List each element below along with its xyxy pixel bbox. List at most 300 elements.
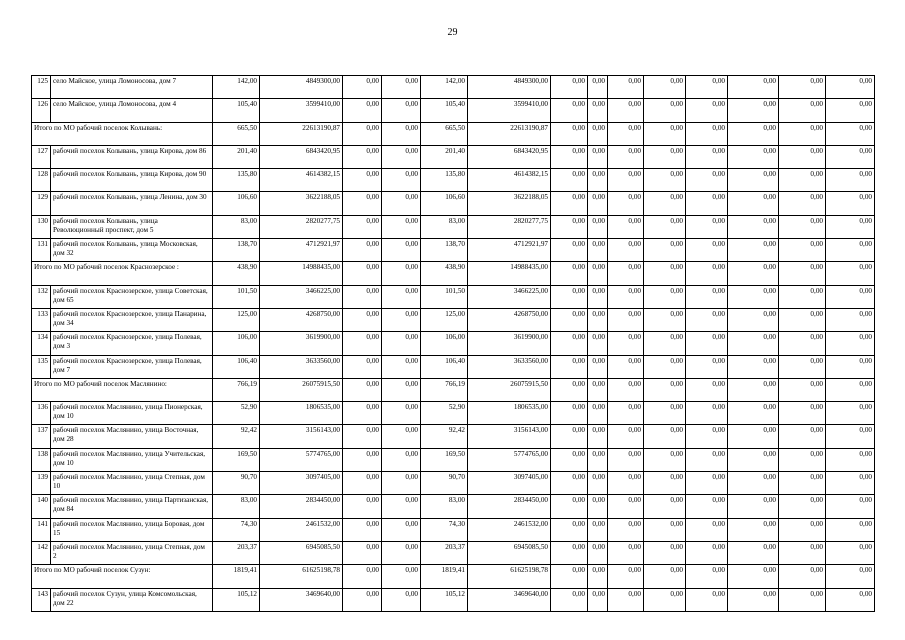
row-number: 126: [32, 99, 51, 122]
row-number: 137: [32, 425, 51, 448]
address-cell: рабочий поселок Сузун, улица Комсомольская, дом 22: [51, 588, 213, 611]
value-cell: 0,00: [644, 472, 686, 495]
value-cell: 0,00: [343, 332, 382, 355]
value-cell: 0,00: [343, 518, 382, 541]
value-cell: 0,00: [686, 169, 728, 192]
row-number: 127: [32, 145, 51, 168]
total-label: Итого по МО рабочий поселок Колывань:: [32, 122, 213, 145]
address-cell: рабочий поселок Краснозерское, улица Панарина, дом 34: [51, 308, 213, 331]
value-cell: 0,00: [588, 99, 608, 122]
value-cell: 0,00: [728, 215, 779, 238]
value-cell: 142,00: [213, 76, 260, 99]
value-cell: 0,00: [551, 262, 588, 285]
value-cell: 105,12: [213, 588, 260, 611]
value-cell: 3156143,00: [468, 425, 551, 448]
value-cell: 0,00: [551, 99, 588, 122]
value-cell: 0,00: [608, 588, 644, 611]
value-cell: 3619900,00: [468, 332, 551, 355]
value-cell: 4268750,00: [260, 308, 343, 331]
value-cell: 0,00: [382, 122, 421, 145]
value-cell: 0,00: [826, 262, 875, 285]
value-cell: 0,00: [343, 541, 382, 564]
value-cell: 101,50: [421, 285, 468, 308]
value-cell: 0,00: [644, 518, 686, 541]
value-cell: 61625198,78: [260, 565, 343, 588]
value-cell: 0,00: [779, 378, 826, 401]
value-cell: 0,00: [728, 378, 779, 401]
value-cell: 0,00: [608, 145, 644, 168]
value-cell: 0,00: [343, 215, 382, 238]
row-number: 135: [32, 355, 51, 378]
value-cell: 0,00: [728, 518, 779, 541]
value-cell: 1806535,00: [468, 402, 551, 425]
value-cell: 0,00: [826, 495, 875, 518]
value-cell: 3469640,00: [260, 588, 343, 611]
value-cell: 0,00: [728, 588, 779, 611]
value-cell: 0,00: [588, 239, 608, 262]
value-cell: 0,00: [382, 285, 421, 308]
value-cell: 0,00: [644, 402, 686, 425]
table-row: [32, 192, 875, 215]
value-cell: 2820277,75: [260, 215, 343, 238]
value-cell: 106,60: [421, 192, 468, 215]
address-cell: рабочий поселок Колывань, улица Кирова, дом 90: [51, 169, 213, 192]
value-cell: 0,00: [608, 565, 644, 588]
value-cell: 0,00: [551, 425, 588, 448]
value-cell: 0,00: [686, 285, 728, 308]
value-cell: 0,00: [686, 76, 728, 99]
value-cell: 101,50: [213, 285, 260, 308]
value-cell: 4849300,00: [468, 76, 551, 99]
value-cell: 74,30: [213, 518, 260, 541]
value-cell: 0,00: [343, 495, 382, 518]
value-cell: 0,00: [382, 402, 421, 425]
address-cell: рабочий поселок Маслянино, улица Пионерская, дом 10: [51, 402, 213, 425]
value-cell: 26075915,50: [260, 378, 343, 401]
value-cell: 0,00: [728, 122, 779, 145]
value-cell: 0,00: [551, 215, 588, 238]
value-cell: 106,40: [213, 355, 260, 378]
value-cell: 83,00: [421, 215, 468, 238]
value-cell: 105,40: [421, 99, 468, 122]
value-cell: 106,60: [213, 192, 260, 215]
value-cell: 0,00: [551, 378, 588, 401]
row-number: 138: [32, 448, 51, 471]
value-cell: 201,40: [421, 145, 468, 168]
value-cell: 0,00: [644, 239, 686, 262]
table-row: [32, 355, 875, 378]
value-cell: 52,90: [213, 402, 260, 425]
value-cell: 6945085,50: [468, 541, 551, 564]
value-cell: 0,00: [608, 541, 644, 564]
value-cell: 0,00: [728, 495, 779, 518]
value-cell: 0,00: [826, 378, 875, 401]
value-cell: 0,00: [608, 518, 644, 541]
value-cell: 0,00: [826, 448, 875, 471]
value-cell: 0,00: [588, 169, 608, 192]
value-cell: 138,70: [421, 239, 468, 262]
value-cell: 0,00: [551, 308, 588, 331]
value-cell: 0,00: [644, 588, 686, 611]
table-row: [32, 518, 875, 541]
value-cell: 0,00: [779, 145, 826, 168]
value-cell: 0,00: [779, 588, 826, 611]
value-cell: 0,00: [608, 308, 644, 331]
value-cell: 0,00: [608, 262, 644, 285]
value-cell: 0,00: [644, 99, 686, 122]
value-cell: 0,00: [826, 192, 875, 215]
value-cell: 0,00: [608, 355, 644, 378]
value-cell: 3469640,00: [468, 588, 551, 611]
table-total-row: [32, 262, 875, 285]
value-cell: 14988435,00: [468, 262, 551, 285]
value-cell: 0,00: [551, 285, 588, 308]
value-cell: 0,00: [551, 472, 588, 495]
value-cell: 106,40: [421, 355, 468, 378]
value-cell: 0,00: [551, 239, 588, 262]
value-cell: 0,00: [343, 308, 382, 331]
value-cell: 0,00: [588, 192, 608, 215]
value-cell: 0,00: [382, 239, 421, 262]
value-cell: 0,00: [608, 99, 644, 122]
address-cell: рабочий поселок Краснозерское, улица Полевая, дом 3: [51, 332, 213, 355]
value-cell: 0,00: [588, 215, 608, 238]
value-cell: 0,00: [343, 145, 382, 168]
value-cell: 22613190,87: [260, 122, 343, 145]
value-cell: 0,00: [343, 239, 382, 262]
value-cell: 0,00: [382, 472, 421, 495]
table-row: [32, 448, 875, 471]
address-cell: село Майское, улица Ломоносова, дом 4: [51, 99, 213, 122]
row-number: 129: [32, 192, 51, 215]
value-cell: 0,00: [826, 122, 875, 145]
address-cell: село Майское, улица Ломоносова, дом 7: [51, 76, 213, 99]
value-cell: 0,00: [644, 215, 686, 238]
value-cell: 0,00: [728, 262, 779, 285]
value-cell: 0,00: [779, 169, 826, 192]
value-cell: 0,00: [686, 448, 728, 471]
value-cell: 0,00: [608, 402, 644, 425]
value-cell: 0,00: [644, 448, 686, 471]
value-cell: 2834450,00: [260, 495, 343, 518]
value-cell: 52,90: [421, 402, 468, 425]
table-row: [32, 472, 875, 495]
table-row: [32, 332, 875, 355]
value-cell: 0,00: [779, 472, 826, 495]
value-cell: 0,00: [826, 145, 875, 168]
row-number: 128: [32, 169, 51, 192]
value-cell: 0,00: [588, 355, 608, 378]
table-row: [32, 169, 875, 192]
value-cell: 0,00: [779, 308, 826, 331]
value-cell: 0,00: [382, 99, 421, 122]
value-cell: 0,00: [644, 355, 686, 378]
value-cell: 0,00: [588, 472, 608, 495]
table-total-row: [32, 378, 875, 401]
value-cell: 0,00: [551, 145, 588, 168]
value-cell: 0,00: [779, 495, 826, 518]
value-cell: 0,00: [728, 239, 779, 262]
value-cell: 0,00: [826, 169, 875, 192]
row-number: 139: [32, 472, 51, 495]
value-cell: 0,00: [588, 76, 608, 99]
table-row: [32, 541, 875, 564]
value-cell: 0,00: [608, 215, 644, 238]
value-cell: 0,00: [382, 425, 421, 448]
value-cell: 0,00: [644, 425, 686, 448]
value-cell: 0,00: [608, 285, 644, 308]
value-cell: 105,12: [421, 588, 468, 611]
value-cell: 0,00: [826, 588, 875, 611]
address-cell: рабочий поселок Колывань, улица Московская, дом 32: [51, 239, 213, 262]
value-cell: 0,00: [644, 378, 686, 401]
value-cell: 6843420,95: [468, 145, 551, 168]
value-cell: 0,00: [343, 448, 382, 471]
value-cell: 0,00: [343, 285, 382, 308]
value-cell: 203,37: [421, 541, 468, 564]
table-row: [32, 425, 875, 448]
value-cell: 0,00: [779, 402, 826, 425]
value-cell: 0,00: [826, 76, 875, 99]
value-cell: 2461532,00: [468, 518, 551, 541]
value-cell: 0,00: [826, 402, 875, 425]
value-cell: 0,00: [728, 145, 779, 168]
value-cell: 92,42: [213, 425, 260, 448]
value-cell: 0,00: [343, 425, 382, 448]
value-cell: 0,00: [608, 122, 644, 145]
value-cell: 135,80: [421, 169, 468, 192]
table-total-row: [32, 122, 875, 145]
value-cell: 0,00: [382, 565, 421, 588]
value-cell: 0,00: [686, 588, 728, 611]
value-cell: 0,00: [779, 239, 826, 262]
value-cell: 0,00: [551, 518, 588, 541]
value-cell: 138,70: [213, 239, 260, 262]
value-cell: 0,00: [826, 355, 875, 378]
value-cell: 0,00: [343, 192, 382, 215]
value-cell: 0,00: [779, 565, 826, 588]
value-cell: 0,00: [343, 402, 382, 425]
value-cell: 3466225,00: [260, 285, 343, 308]
value-cell: 0,00: [728, 332, 779, 355]
value-cell: 0,00: [382, 448, 421, 471]
value-cell: 5774765,00: [468, 448, 551, 471]
table-row: [32, 76, 875, 99]
value-cell: 0,00: [644, 495, 686, 518]
value-cell: 0,00: [608, 332, 644, 355]
value-cell: 0,00: [826, 285, 875, 308]
value-cell: 0,00: [551, 495, 588, 518]
value-cell: 0,00: [686, 215, 728, 238]
row-number: 125: [32, 76, 51, 99]
value-cell: 0,00: [382, 518, 421, 541]
value-cell: 0,00: [779, 332, 826, 355]
value-cell: 3633560,00: [260, 355, 343, 378]
value-cell: 83,00: [213, 215, 260, 238]
value-cell: 0,00: [588, 565, 608, 588]
value-cell: 0,00: [686, 308, 728, 331]
value-cell: 438,90: [213, 262, 260, 285]
value-cell: 0,00: [686, 518, 728, 541]
value-cell: 0,00: [728, 541, 779, 564]
value-cell: 0,00: [728, 402, 779, 425]
value-cell: 0,00: [686, 262, 728, 285]
data-table: [31, 75, 875, 612]
value-cell: 0,00: [686, 472, 728, 495]
value-cell: 0,00: [826, 239, 875, 262]
value-cell: 0,00: [826, 308, 875, 331]
value-cell: 0,00: [686, 378, 728, 401]
value-cell: 0,00: [608, 472, 644, 495]
value-cell: 0,00: [551, 541, 588, 564]
value-cell: 0,00: [686, 495, 728, 518]
value-cell: 203,37: [213, 541, 260, 564]
value-cell: 0,00: [551, 588, 588, 611]
value-cell: 0,00: [343, 378, 382, 401]
value-cell: 0,00: [644, 308, 686, 331]
row-number: 141: [32, 518, 51, 541]
value-cell: 6945085,50: [260, 541, 343, 564]
value-cell: 0,00: [728, 448, 779, 471]
value-cell: 0,00: [728, 99, 779, 122]
table-row: [32, 308, 875, 331]
table-row: [32, 402, 875, 425]
value-cell: 6843420,95: [260, 145, 343, 168]
value-cell: 0,00: [588, 402, 608, 425]
value-cell: 0,00: [588, 122, 608, 145]
value-cell: 0,00: [382, 76, 421, 99]
row-number: 136: [32, 402, 51, 425]
value-cell: 0,00: [588, 308, 608, 331]
value-cell: 14988435,00: [260, 262, 343, 285]
address-cell: рабочий поселок Колывань, улица Революционный проспект, дом 5: [51, 215, 213, 238]
value-cell: 665,50: [213, 122, 260, 145]
value-cell: 0,00: [644, 145, 686, 168]
page-number: 29: [447, 27, 458, 38]
value-cell: 0,00: [382, 308, 421, 331]
value-cell: 0,00: [343, 76, 382, 99]
value-cell: 61625198,78: [468, 565, 551, 588]
value-cell: 3466225,00: [468, 285, 551, 308]
value-cell: 0,00: [779, 215, 826, 238]
value-cell: 0,00: [644, 332, 686, 355]
value-cell: 0,00: [608, 192, 644, 215]
value-cell: 0,00: [588, 588, 608, 611]
value-cell: 0,00: [686, 122, 728, 145]
row-number: 133: [32, 308, 51, 331]
value-cell: 0,00: [826, 472, 875, 495]
value-cell: 83,00: [213, 495, 260, 518]
value-cell: 0,00: [382, 169, 421, 192]
value-cell: 0,00: [382, 215, 421, 238]
value-cell: 0,00: [551, 355, 588, 378]
value-cell: 0,00: [779, 122, 826, 145]
value-cell: 0,00: [686, 402, 728, 425]
value-cell: 3097405,00: [468, 472, 551, 495]
value-cell: 0,00: [826, 99, 875, 122]
value-cell: 1819,41: [213, 565, 260, 588]
value-cell: 0,00: [644, 285, 686, 308]
value-cell: 0,00: [343, 588, 382, 611]
value-cell: 4614382,15: [260, 169, 343, 192]
value-cell: 3156143,00: [260, 425, 343, 448]
address-cell: рабочий поселок Краснозерское, улица Советская, дом 65: [51, 285, 213, 308]
value-cell: 0,00: [728, 169, 779, 192]
table-body: [32, 76, 875, 612]
value-cell: 0,00: [779, 448, 826, 471]
value-cell: 0,00: [728, 472, 779, 495]
value-cell: 0,00: [382, 332, 421, 355]
value-cell: 0,00: [382, 495, 421, 518]
value-cell: 0,00: [608, 378, 644, 401]
value-cell: 0,00: [826, 215, 875, 238]
value-cell: 0,00: [343, 262, 382, 285]
value-cell: 4614382,15: [468, 169, 551, 192]
value-cell: 0,00: [779, 76, 826, 99]
value-cell: 0,00: [551, 122, 588, 145]
value-cell: 3599410,00: [260, 99, 343, 122]
value-cell: 0,00: [779, 425, 826, 448]
value-cell: 0,00: [588, 378, 608, 401]
value-cell: 0,00: [728, 192, 779, 215]
value-cell: 0,00: [686, 565, 728, 588]
table-row: [32, 495, 875, 518]
value-cell: 0,00: [608, 495, 644, 518]
value-cell: 0,00: [551, 76, 588, 99]
value-cell: 0,00: [382, 262, 421, 285]
value-cell: 1806535,00: [260, 402, 343, 425]
value-cell: 5774765,00: [260, 448, 343, 471]
value-cell: 90,70: [213, 472, 260, 495]
row-number: 142: [32, 541, 51, 564]
value-cell: 0,00: [551, 332, 588, 355]
value-cell: 0,00: [382, 588, 421, 611]
table-total-row: [32, 565, 875, 588]
address-cell: рабочий поселок Колывань, улица Кирова, дом 86: [51, 145, 213, 168]
value-cell: 0,00: [644, 541, 686, 564]
value-cell: 0,00: [382, 192, 421, 215]
value-cell: 0,00: [779, 541, 826, 564]
value-cell: 0,00: [608, 169, 644, 192]
row-number: 140: [32, 495, 51, 518]
value-cell: 0,00: [826, 541, 875, 564]
value-cell: 2834450,00: [468, 495, 551, 518]
value-cell: 0,00: [588, 495, 608, 518]
value-cell: 0,00: [343, 565, 382, 588]
value-cell: 0,00: [343, 122, 382, 145]
value-cell: 0,00: [608, 448, 644, 471]
value-cell: 0,00: [588, 541, 608, 564]
value-cell: 766,19: [421, 378, 468, 401]
value-cell: 106,00: [213, 332, 260, 355]
address-cell: рабочий поселок Маслянино, улица Партизанская, дом 84: [51, 495, 213, 518]
value-cell: 125,00: [421, 308, 468, 331]
value-cell: 4268750,00: [468, 308, 551, 331]
value-cell: 0,00: [779, 192, 826, 215]
value-cell: 3622188,05: [260, 192, 343, 215]
value-cell: 0,00: [608, 239, 644, 262]
value-cell: 92,42: [421, 425, 468, 448]
value-cell: 0,00: [728, 565, 779, 588]
value-cell: 0,00: [382, 378, 421, 401]
address-cell: рабочий поселок Краснозерское, улица Полевая, дом 7: [51, 355, 213, 378]
value-cell: 0,00: [551, 192, 588, 215]
table-row: [32, 215, 875, 238]
value-cell: 0,00: [343, 355, 382, 378]
value-cell: 0,00: [686, 192, 728, 215]
row-number: 131: [32, 239, 51, 262]
value-cell: 665,50: [421, 122, 468, 145]
